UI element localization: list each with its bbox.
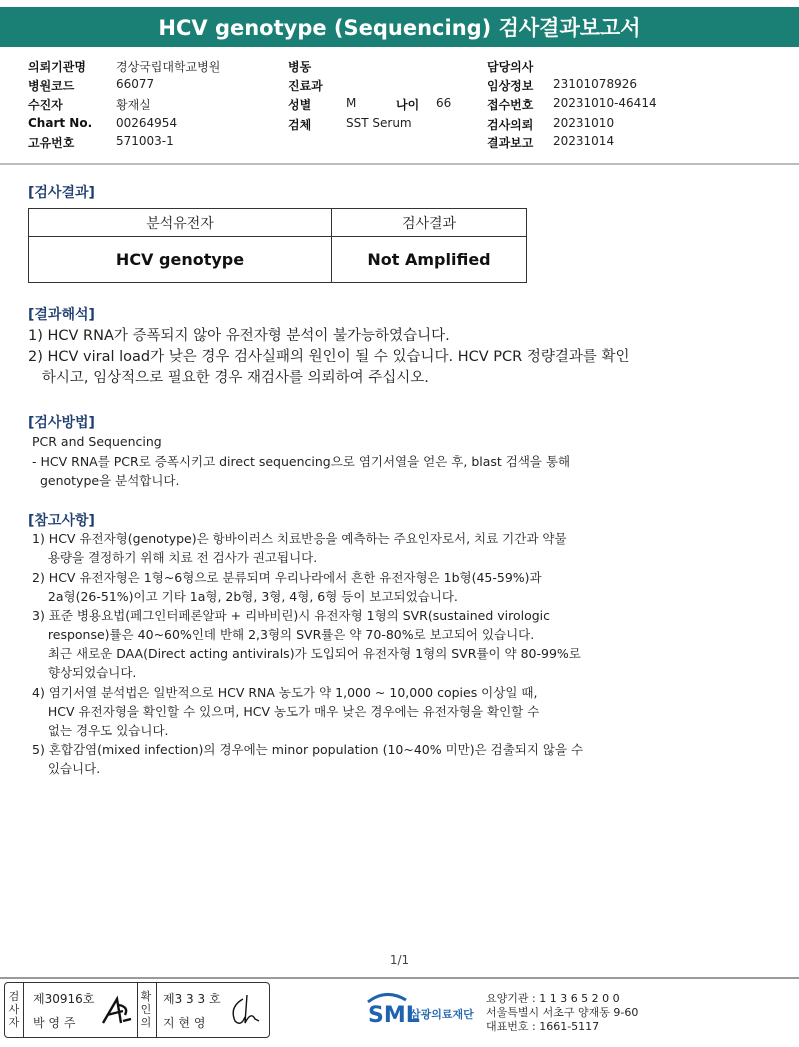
- info-label: 검사의뢰: [487, 118, 534, 132]
- footer-divider: [0, 977, 799, 979]
- reference-line: 최근 새로운 DAA(Direct acting antivirals)가 도입되어 유전자형 1형의 SVR률이 약 80-99%로: [32, 646, 581, 661]
- signature-box: [4, 982, 270, 1038]
- reference-line: HCV 유전자형을 확인할 수 있으며, HCV 농도가 매우 낮은 경우에는 유전자형을 확인할 수: [32, 704, 540, 719]
- reference-line: 있습니다.: [32, 761, 101, 776]
- interpretation-line: 2) HCV viral load가 낮은 경우 검사실패의 원인이 될 수 있습니다. HCV PCR 정량결과를 확인: [28, 349, 630, 365]
- reference-line: 없는 경우도 있습니다.: [32, 723, 169, 738]
- reference-line: 3) 표준 병용요법(페그인터페론알파 + 리바비린)시 유전자형 1형의 SVR(sustained virologic: [32, 608, 551, 623]
- age-label: 나이: [396, 98, 420, 112]
- info-value: 경상국립대학교병원: [116, 60, 221, 74]
- info-value: 20231010: [553, 116, 615, 130]
- org-address: 서울특별시 서초구 양재동 9-60: [486, 1006, 639, 1019]
- info-value: 571003-1: [116, 134, 174, 148]
- info-value: 20231010-46414: [553, 96, 657, 110]
- reference-line: response)률은 40~60%인데 반해 2,3형의 SVR률은 약 70-80%로 보고되어 있습니다.: [32, 627, 535, 642]
- info-value: M: [346, 96, 357, 110]
- info-label: 고유번호: [28, 136, 75, 150]
- svg-text:SML: SML: [368, 1003, 420, 1028]
- reference-line: 2a형(26-51%)이고 기타 1a형, 2b형, 3형, 4형, 6형 등이 보고되었습니다.: [32, 589, 458, 604]
- confirmer-label: 확 인 의: [140, 990, 152, 1029]
- interpretation-line: 1) HCV RNA가 증폭되지 않아 유전자형 분석이 불가능하였습니다.: [28, 328, 450, 344]
- confirmer-license: 제3 3 3 호: [163, 992, 221, 1006]
- info-value: 20231014: [553, 134, 615, 148]
- info-label: 결과보고: [487, 136, 534, 150]
- info-label: 진료과: [288, 79, 323, 93]
- info-value: 66077: [116, 77, 155, 91]
- info-label: 병원코드: [28, 79, 75, 93]
- info-label: 검체: [288, 118, 312, 132]
- svg-text:삼광의료재단: 삼광의료재단: [410, 1008, 474, 1021]
- gene-cell: HCV genotype: [29, 237, 332, 283]
- reference-line: 2) HCV 유전자형은 1형~6형으로 분류되며 우리나라에서 흔한 유전자형은 1b형(45-59%)과: [32, 570, 542, 585]
- info-label: 담당의사: [487, 60, 534, 74]
- method-line: - HCV RNA를 PCR로 증폭시키고 direct sequencing으로 염기서열을 얻은 후, blast 검색을 통해: [32, 454, 571, 469]
- report-title: HCV genotype (Sequencing) 검사결과보고서: [0, 7, 799, 47]
- info-label: 성별: [288, 98, 312, 112]
- info-label: 의뢰기관명: [28, 60, 86, 74]
- info-value: SST Serum: [346, 116, 412, 130]
- sml-logo-icon: [366, 990, 478, 1030]
- references-section-title: [참고사항]: [28, 513, 95, 529]
- reference-line: 용량을 결정하기 위해 치료 전 검사가 권고됩니다.: [32, 550, 318, 565]
- examiner-label: 검 사 자: [8, 990, 20, 1029]
- info-label: 임상정보: [487, 79, 534, 93]
- sml-logo: [366, 990, 478, 1034]
- info-label: 접수번호: [487, 98, 534, 112]
- interpretation-line: 하시고, 임상적으로 필요한 경우 재검사를 의뢰하여 주십시오.: [28, 370, 429, 386]
- result-table: [28, 208, 527, 283]
- interpretation-section-title: [결과해석]: [28, 307, 95, 323]
- column-header: 검사결과: [332, 209, 527, 237]
- method-line: genotype을 분석합니다.: [32, 473, 180, 488]
- org-phone: 대표번호 : 1661-5117: [486, 1020, 600, 1033]
- info-label: 수진자: [28, 98, 63, 112]
- confirmer-signature: [225, 991, 265, 1029]
- result-cell: Not Amplified: [332, 237, 527, 283]
- examiner-signature: [99, 993, 133, 1029]
- table-header-row: [29, 209, 527, 237]
- table-row: [29, 237, 527, 283]
- reference-line: 4) 염기서열 분석법은 일반적으로 HCV RNA 농도가 약 1,000 ~ 10,000 copies 이상일 때,: [32, 685, 538, 700]
- info-value: 황재실: [116, 98, 151, 112]
- method-section-title: [검사방법]: [28, 415, 95, 431]
- divider: [0, 163, 799, 165]
- info-value: 23101078926: [553, 77, 637, 91]
- page-number: 1/1: [389, 953, 410, 967]
- reference-line: 1) HCV 유전자형(genotype)은 항바이러스 치료반응을 예측하는 주요인자로서, 치료 기간과 약물: [32, 531, 567, 546]
- result-section-title: [검사결과]: [28, 185, 95, 201]
- method-line: PCR and Sequencing: [32, 434, 162, 449]
- reference-line: 향상되었습니다.: [32, 665, 137, 680]
- column-header: 분석유전자: [29, 209, 332, 237]
- examiner-license: 제30916호: [33, 992, 95, 1006]
- info-label: 병동: [288, 60, 312, 74]
- patient-info-block: [0, 54, 799, 164]
- examiner-name: 박 영 주: [33, 1016, 76, 1030]
- confirmer-name: 지 현 영: [163, 1016, 206, 1030]
- age-value: 66: [436, 96, 452, 110]
- reference-line: 5) 혼합감염(mixed infection)의 경우에는 minor population (10~40% 미만)은 검출되지 않을 수: [32, 742, 584, 757]
- info-label: Chart No.: [28, 116, 93, 130]
- info-value: 00264954: [116, 116, 178, 130]
- org-code: 요양기관 : 1 1 3 6 5 2 0 0: [486, 992, 620, 1005]
